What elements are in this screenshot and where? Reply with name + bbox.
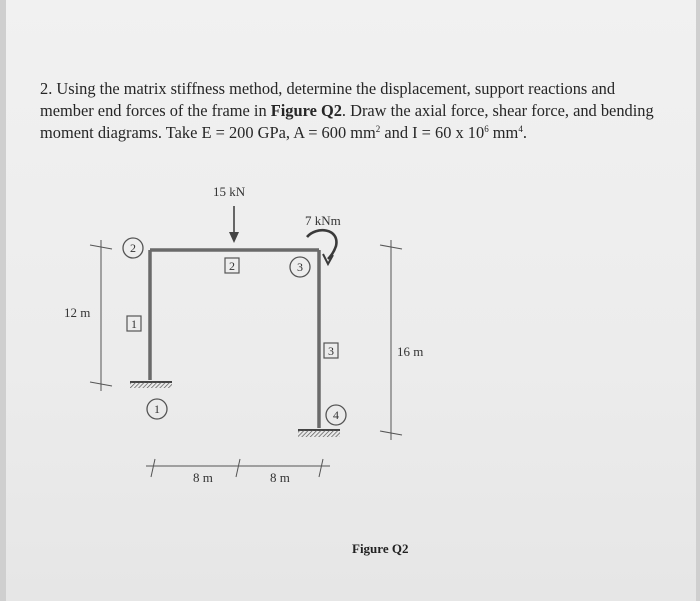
load-label: 15 kN <box>213 184 246 199</box>
node-4-label <box>326 405 346 425</box>
member-3-label <box>324 343 338 358</box>
question-end: . <box>522 123 527 142</box>
node-2-label <box>123 238 143 258</box>
left-height-dimension <box>90 240 112 391</box>
node-1-label <box>147 399 167 419</box>
left-height-label: 12 m <box>64 305 91 320</box>
question-text-1: Using the matrix stiffness method, determine the displacement, support reactions and member end forces of the frame in <box>40 79 616 120</box>
member-2-label <box>225 258 239 273</box>
and-word: and <box>380 123 413 142</box>
member-1-label <box>127 316 141 331</box>
a-unit-exponent: 2 <box>375 124 381 134</box>
svg-text:1: 1 <box>154 402 160 416</box>
question-number: 2. <box>40 79 53 98</box>
point-load-arrow <box>229 206 239 243</box>
figure-caption: Figure Q2 <box>352 541 409 556</box>
support-node-1 <box>130 382 172 388</box>
a-value: A = 600 mm <box>293 123 376 142</box>
node-3-label <box>290 257 310 277</box>
i-value: I = 60 x 10 <box>412 123 485 142</box>
question-text-2: . Draw the axial force, shear force, and bending moment diagrams. Take <box>40 101 654 142</box>
i-exponent: 6 <box>484 124 489 134</box>
frame-members <box>150 250 319 428</box>
svg-text:1: 1 <box>131 317 137 331</box>
right-height-dimension <box>380 240 402 440</box>
e-value: E = 200 GPa <box>201 123 286 142</box>
moment-arrow <box>307 230 336 264</box>
question-text: 2. Using the matrix stiffness method, determine the displacement, support reactions and member end forces of the frame in Figure Q2. Draw the axial force, shear force, and bending moment diagrams. Take E = 200 GPa, A = 600 $mm^2$ and I = 60 x $10^6$ $mm^4$. <box>40 79 654 142</box>
right-height-label: 16 m <box>397 344 424 359</box>
span-left-label: 8 m <box>193 470 213 485</box>
svg-text:2: 2 <box>229 259 235 273</box>
moment-label: 7 kNm <box>305 213 341 228</box>
member-labels <box>127 258 338 358</box>
svg-text:3: 3 <box>328 344 334 358</box>
svg-text:3: 3 <box>297 260 303 274</box>
svg-text:2: 2 <box>130 241 136 255</box>
i-unit-exponent: 4 <box>518 124 523 134</box>
i-unit: mm <box>488 123 519 142</box>
span-right-label: 8 m <box>270 470 290 485</box>
figure-reference: Figure Q2 <box>270 101 342 120</box>
svg-text:4: 4 <box>333 408 339 422</box>
span-dimension <box>146 459 330 477</box>
support-node-4 <box>298 430 340 437</box>
